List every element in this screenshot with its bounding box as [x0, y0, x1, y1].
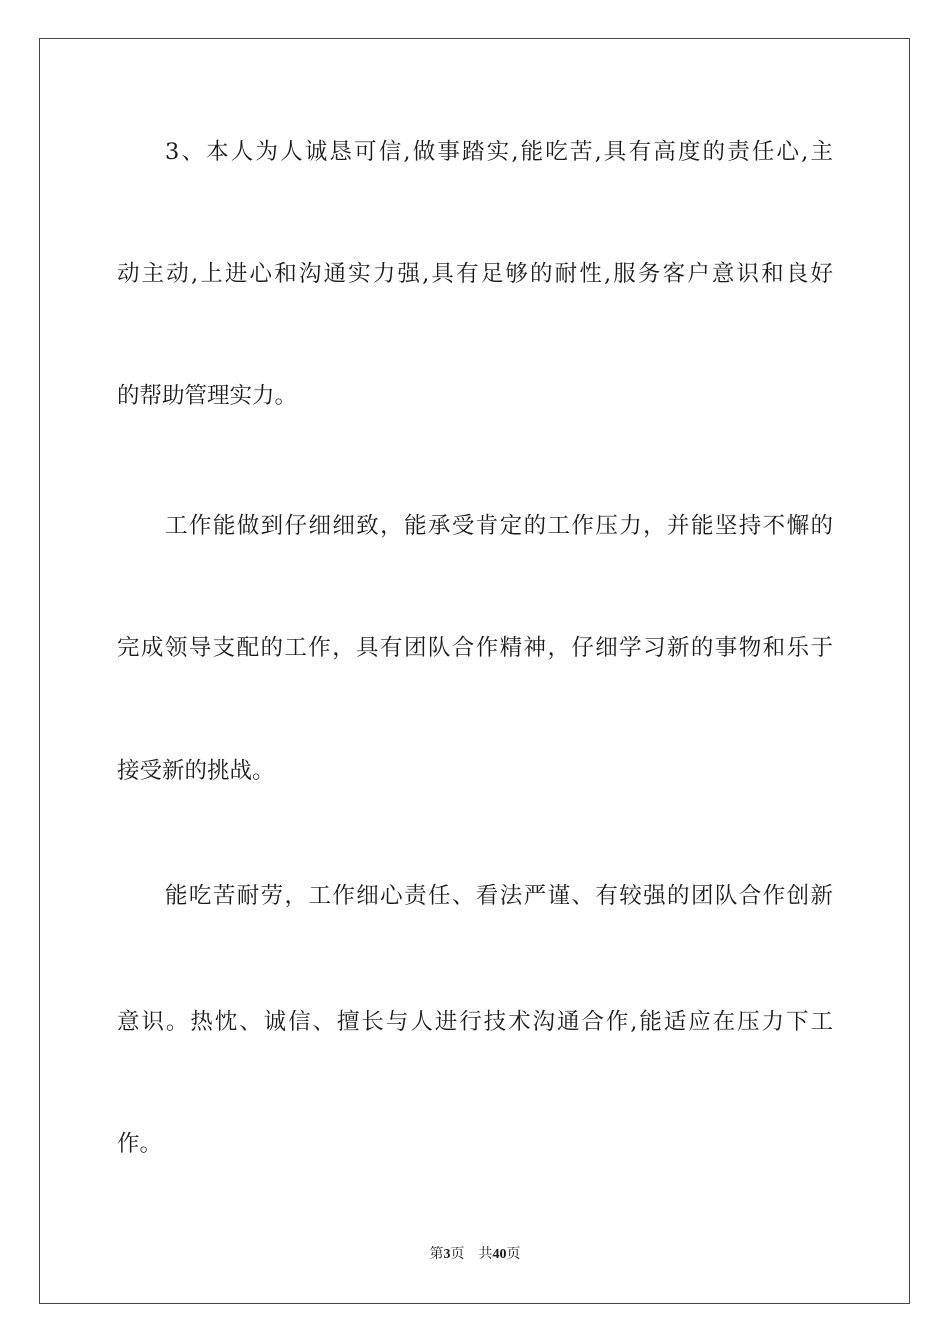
paragraph-2-line-1: 工作能做到仔细细致，能承受肯定的工作压力，并能坚持不懈的	[165, 513, 833, 539]
paragraph-3-line-3: 作。	[117, 1131, 163, 1157]
total-pages: 40	[492, 1247, 507, 1262]
paragraph-1-line-3: 的帮助管理实力。	[117, 383, 298, 409]
page-suffix: 页	[450, 1247, 465, 1262]
total-suffix: 页	[506, 1247, 521, 1262]
paragraph-2-line-3: 接受新的挑战。	[117, 758, 275, 784]
page-border	[39, 38, 910, 1304]
paragraph-3-line-1: 能吃苦耐劳，工作细心责任、看法严谨、有较强的团队合作创新	[165, 883, 833, 909]
paragraph-2-line-2: 完成领导支配的工作，具有团队合作精神，仔细学习新的事物和乐于	[117, 635, 833, 661]
page-prefix: 第	[429, 1247, 444, 1262]
paragraph-3-line-2: 意识。热忱、诚信、擅长与人进行技术沟通合作,能适应在压力下工	[117, 1009, 833, 1035]
paragraph-1-line-2: 动主动,上进心和沟通实力强,具有足够的耐性,服务客户意识和良好	[117, 261, 833, 287]
page-number: 3	[443, 1247, 451, 1262]
page-footer	[0, 1245, 950, 1265]
paragraph-1-line-1: 3、本人为人诚恳可信,做事踏实,能吃苦,具有高度的责任心,主	[165, 139, 833, 165]
total-prefix: 共	[478, 1247, 493, 1262]
